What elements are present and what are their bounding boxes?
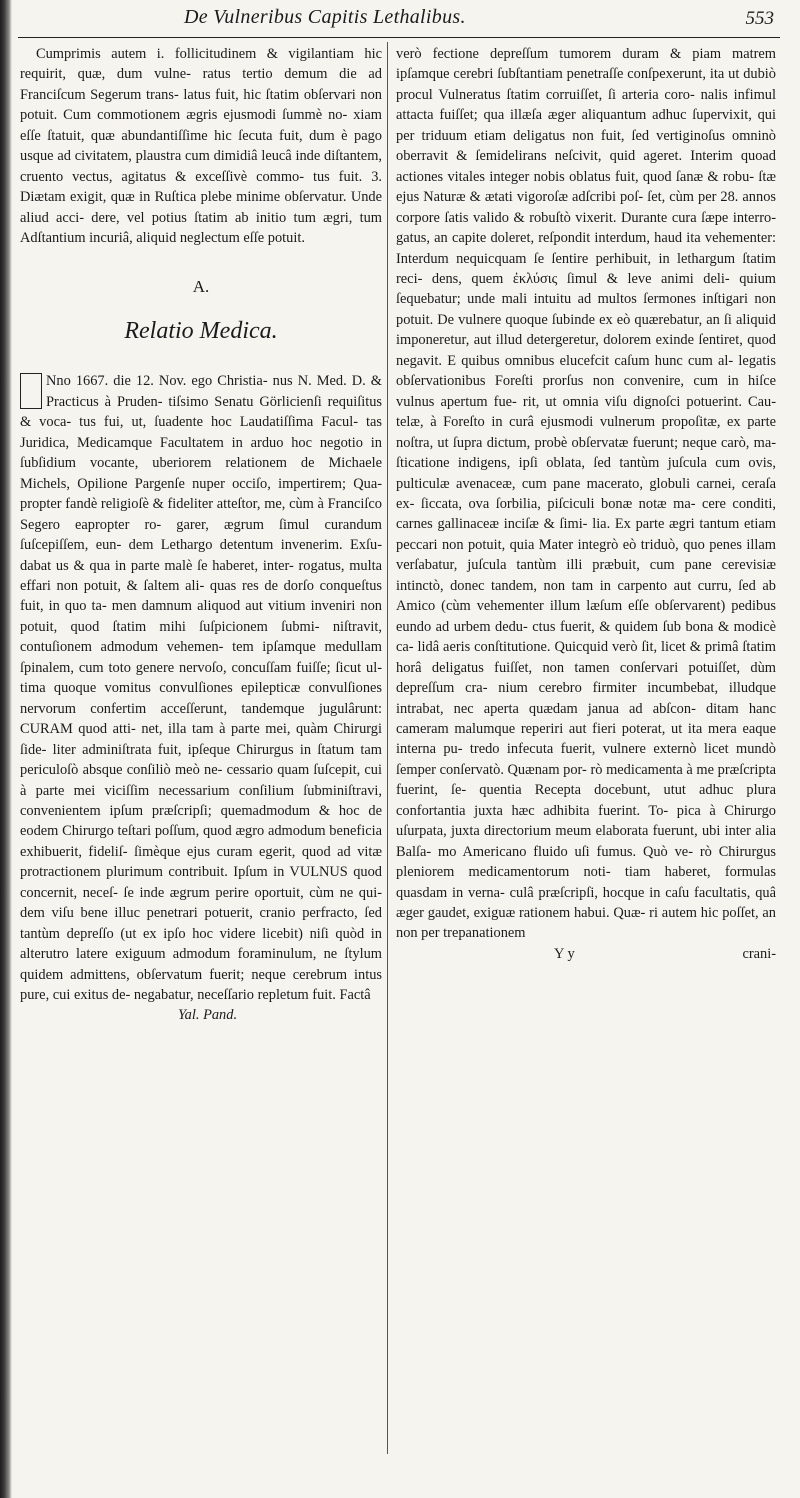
left-signature: Yal. Pand. [178,1007,238,1024]
header-rule [18,37,780,38]
catchword: crani- [742,945,776,962]
relatio-body [20,371,382,1005]
left-paragraph-1: Cumprimis autem i. follicitudinem & vigilantiam hic requirit, quæ, dum vulne- ratus tertio demum die ad Franciſcum Segerum trans- latus fuit, hic ſtatim obſervari non potuit. Cum commotionem ægris ejusmodi ſummè no- xiam eſſe ſtatuit, quæ abundantiſſime hic ſecuta fuit, dum è pago usque ad civitatem, plaustra cum dimidiâ leucâ inde diſtantem, cruento vectus, agitatus & exceſſivè commo- tus fuit. 3. Diætam exigit, quæ in Ruſtica plebe minime obſervatur. Unde aliud acci- dere, vel potius ſtatim ab initio tum ægri, tum Adſtantium incuriâ, aliquid neglectum eſſe potuit. [20,46,382,247]
column-divider [387,42,388,1454]
right-column [396,44,776,964]
right-signature: Y y [554,945,575,962]
left-footer [20,1005,382,1025]
page-number: 553 [745,8,774,29]
dropcap-initial-box [20,373,42,409]
section-letter: A. [192,276,210,296]
section-title: Relatio Medica. [124,317,278,344]
left-paragraph-2: Nno 1667. die 12. Nov. ego Christia- nus N. Med. D. & Practicus à Pruden- tiſsimo Senatu Görlicienſi requiſitus & voca- tus fui, ut, ſuadente hoc Laudatiſſima Facul- tas Juridica, Medicamque Facultatem in arduo hoc negotio in ſubſidium vocante, uberiorem relationem de Michaele Michels, Opilione Pargenſe nuper occiſo, impertirem; Qua- propter fandè religioſè & fideliter atteſtor, me, cùm à Franciſco Segero eapropter ro- garer, ægrum ſimul curandum ſuſcepiſſem, eun- dem Lethargo detentum invenerim. Exſu- dabat us & qua in parte malè ſe haberet, inter- rogatus, multa effari non potuit, & ſaltem ali- quas res de dorſo conqueſtus fuit, in quo ta- men damnum aliquod aut vitium inveniri non potuit, quod ſtatim mihi ſuſpicionem ſubmi- niſtravit, contuſionem admodum vehemen- tem ipſamque medullam ſpinalem, cum toto genere nervoſo, concuſſam fuiſſe; ſicut ul- tima quoque vomitus convulſiones epilepticæ convulſiones nervorum confertim acceſſerunt, tandemque jugulârunt: CURAM quod atti- net, illa tam à parte mei, quàm Chirurgi ſide- liter adminiſtrata fuit, ipſeque Chirurgus in ſtatum tam periculoſò absque conſiliò meò ne- cessario quam ſuſcepit, cui à parte mei viciſſim necessarium conſilium ſubminiſtravi, convenientem ipſum præſcripſi; quemadmodum & hoc de eodem Chirurgo teſtari poſſum, quod ægro admodum beneficia exhibuerit, fideliſ- ſimèque ejus curam egerit, quod ad vitæ protractionem plurimum contribuit. Ipſum in VULNUS quod concernit, neceſ- ſe inde ægrum perire oportuit, cùm ne qui- dem viſu bene illuc penetrari potuerit, cranio perfracto, ſed tantùm depreſſo (ut ex ipſo hoc videre licebit) niſi quòd in alterutro latere exiguum admodum foraminulum, ne ſtylum quidem admittens, obſervatum fuerit; neque cerebrum intus pure, cui exitus de- negabatur, neceſſario repletum fuit. Factâ [20,373,382,1004]
left-column [20,44,382,1025]
binding-gutter [0,0,12,1498]
right-footer [396,944,776,964]
page-header [14,2,800,38]
running-title: De Vulneribus Capitis Lethalibus. [184,6,466,28]
right-paragraph-1: verò fectione depreſſum tumorem duram & piam matrem ipſamque cerebri ſubſtantiam penetraſſe conſpexerunt, ita ut dubiò procul Vulneratus ſtatim corruiſſet, ſi arteria coro- nalis infimul attacta fuiſſet; qua illæſa æger aliquantum adhuc ſupervixit, qui per triduum etiam deligatus non fuit, ſed vertiginoſus omninò oberravit & ſemidelirans neſcivit, quid ageret. Interim quoad actiones vitales integer nobis oblatus fuit, quod ſanæ & robu- ſtæ ejus Naturæ & ætati vigoroſæ adſcribi poſ- ſet, cùm per 28. annos corpore ſatis valido & robuſtò vixerit. Durante cura ſæpe interro- gatus, an capite doleret, reſpondit interdum, haud ita vehementer: Interdum nequicquam ſe ſentire perhibuit, in lethargum ſtatim reci- dens, quem ἐκλύσις ſimul & leve animi deli- quium ſequebatur; unde mali intuitu ad multos ſermones inſtigari non potuit. De vulnere quoque ſubinde ex eò quærebatur, an ſi aliquid imponeretur, aut illud detergeretur, dolorem exinde ſentiret, quod negavit. E quibus omnibus elucefcit caſum hunc cum al- legatis obſervationibus Foreſti prorſus non convenire, cum in hiſce vulnus apertum fue- rit, ut omnia viſu dignoſci potuerint. Cau- telæ, à Foreſto in curâ ejusmodi vulnerum propoſitæ, ex parte noſtra, ut ſupra dictum, probè obſervatæ fuerunt; neque carò, ma- ſticatione indigens, ipſi oblata, ſed tantùm juſcula cum ovis, pulticulæ avenaceæ, cum pane macerato, globuli carnei, ceraſa ex- ſiccata, ova ſorbilia, piſciculi bonæ notæ ma- cere conditi, carnes gallinaceæ inciſæ & ſimi- lia. Ex parte ægri tantum etiam peccari non potuit, quia Mater integrò eò triduò, quo penes illam verſabatur, juſcula tantùm illi præbuit, cum pane cerevisiæ intinctò, donec tandem, non tam in carpento aut curru, ſed ab Amico (cùm vehementer illum læſum eſſe obſervarent) pedibus eundo ad urbem dedu- ctus fuerit, & quidem ſub bona & modicè ca- lidâ aeris conſtitutione. Quicquid verò ſit, licet & primâ ſtatim horâ deligatus fuiſſet, non tamen conſervari potuiſſet, dùm depreſſum cra- nium cerebro firmiter incumbebat, illudque intrabat, nec aperta quædam janua ad abſcon- ditam hanc cameram malumque reperiri aut fieri poterat, ut ita mera eaque interna pu- tredo infecuta fuerit, vulnere externò licet mundò ſemper conſervatò. Quænam por- rò medicamenta à me præſcripta fuerint, ſe- quentia Recepta docebunt, utut adhuc plura confortantia juxta hæc adhibita fuerint. To- pica à Chirurgo uſurpata, juxta directorium meum elaborata fuerunt, ubi inter alia Balſa- mo Americano fluido uſi fumus. Quò ve- rò Chirurgus pleniorem medicamentorum noti- tiam haberet, formulas quasdam in verna- culâ præſcripſi, hocque in caſu facultatis, quâ æger gaudet, exiguæ rationem habui. Quæ- ri autem hic poſſet, an non per trepanationem [396,46,776,942]
